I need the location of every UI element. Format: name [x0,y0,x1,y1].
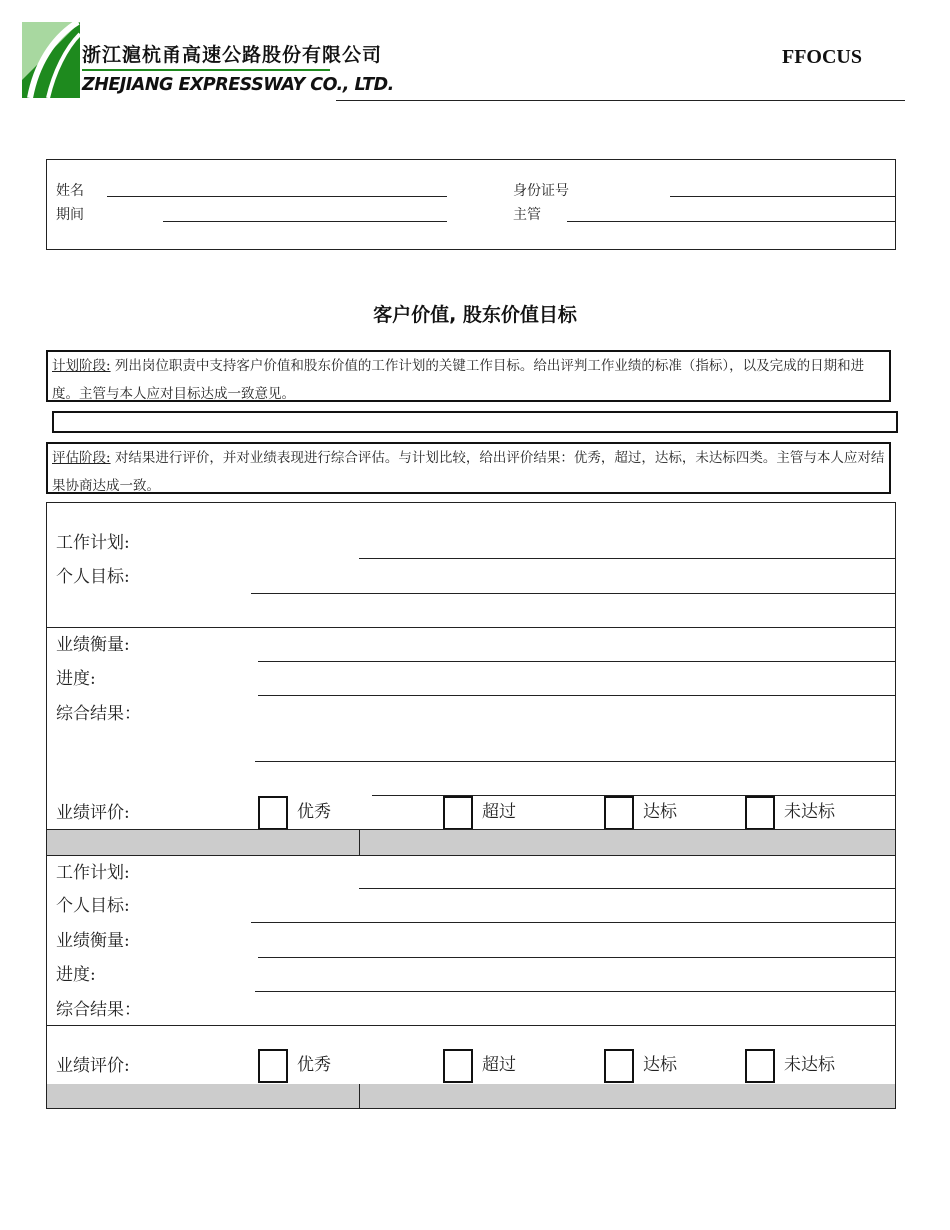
ffocus-label: FFOCUS [782,46,862,68]
name-field[interactable] [107,196,447,197]
s1-option-meet: 达标 [643,802,677,822]
s1-gray-bottom [46,855,896,856]
header-rule [336,100,905,101]
logo-green-rule [82,69,330,71]
s2-measure-line[interactable] [258,957,895,958]
company-logo [22,22,82,98]
s2-checkbox-excellent[interactable] [258,1049,288,1083]
s2-checkbox-below[interactable] [745,1049,775,1083]
company-name-en: ZHEJIANG EXPRESSWAY CO., LTD. [82,75,394,95]
s1-personal-goal-label: 个人目标: [56,567,130,587]
plan-notice-box [46,350,891,402]
s2-divider [46,1025,896,1026]
s1-personal-goal-line[interactable] [251,593,895,594]
s1-work-plan-line[interactable] [359,558,895,559]
page-title: 客户价值, 股东价值目标 [373,304,577,326]
s1-checkbox-exceed[interactable] [443,796,473,830]
s1-option-excellent: 优秀 [297,802,331,822]
s2-option-excellent: 优秀 [297,1055,331,1075]
s2-overall-label: 综合结果： [56,1000,141,1020]
s1-option-exceed: 超过 [482,802,516,822]
s1-work-plan-label: 工作计划: [56,533,130,553]
s1-gray-split [359,829,360,855]
s2-personal-goal-line[interactable] [251,922,895,923]
s2-option-exceed: 超过 [482,1055,516,1075]
s1-divider [46,627,896,628]
s1-overall-line[interactable] [255,761,895,762]
s2-checkbox-exceed[interactable] [443,1049,473,1083]
s2-personal-goal-label: 个人目标: [56,896,130,916]
s1-measure-label: 业绩衡量: [56,635,130,655]
s2-work-plan-line[interactable] [359,888,895,889]
s1-gray-band [47,830,895,855]
plan-notice-heading: 计划阶段: [52,358,111,374]
eval-notice-text: 对结果进行评价，并对业绩表现进行综合评估。与计划比较，给出评价结果：优秀，超过，达标，未达标四类。主管与本人应对结果协商达成一致。 [52,450,885,494]
s2-checkbox-meet[interactable] [604,1049,634,1083]
s2-option-meet: 达标 [643,1055,677,1075]
info-box [46,159,896,250]
company-name-cn: 浙江滬杭甬高速公路股份有限公司 [82,44,383,66]
s2-work-plan-label: 工作计划: [56,863,130,883]
s1-rating-label: 业绩评价: [56,803,130,823]
s1-progress-line[interactable] [258,695,895,696]
s1-checkbox-meet[interactable] [604,796,634,830]
s1-overall-label: 综合结果： [56,704,141,724]
s1-progress-label: 进度: [56,669,96,689]
s1-measure-line[interactable] [258,661,895,662]
supervisor-label: 主管 [513,207,541,223]
s2-measure-label: 业绩衡量: [56,931,130,951]
s2-progress-line[interactable] [255,991,895,992]
id-field[interactable] [670,196,895,197]
eval-notice-heading: 评估阶段: [52,450,111,466]
period-label: 期间 [56,207,84,223]
blank-strip [52,411,898,433]
id-label: 身份证号 [513,183,569,199]
s1-checkbox-below[interactable] [745,796,775,830]
plan-notice-text: 列出岗位职责中支持客户价值和股东价值的工作计划的关键工作目标。给出评判工作业绩的标准（指标），以及完成的日期和进度。主管与本人应对目标达成一致意见。 [52,358,865,402]
supervisor-field[interactable] [567,221,895,222]
period-field[interactable] [163,221,447,222]
s2-rating-label: 业绩评价: [56,1056,130,1076]
s2-gray-band [47,1084,895,1108]
s1-checkbox-excellent[interactable] [258,796,288,830]
name-label: 姓名 [56,183,84,199]
eval-notice-box [46,442,891,494]
s1-gray-top [46,829,896,830]
s2-progress-label: 进度: [56,965,96,985]
s2-option-below: 未达标 [784,1055,835,1075]
s2-gray-split [359,1084,360,1108]
s1-option-below: 未达标 [784,802,835,822]
